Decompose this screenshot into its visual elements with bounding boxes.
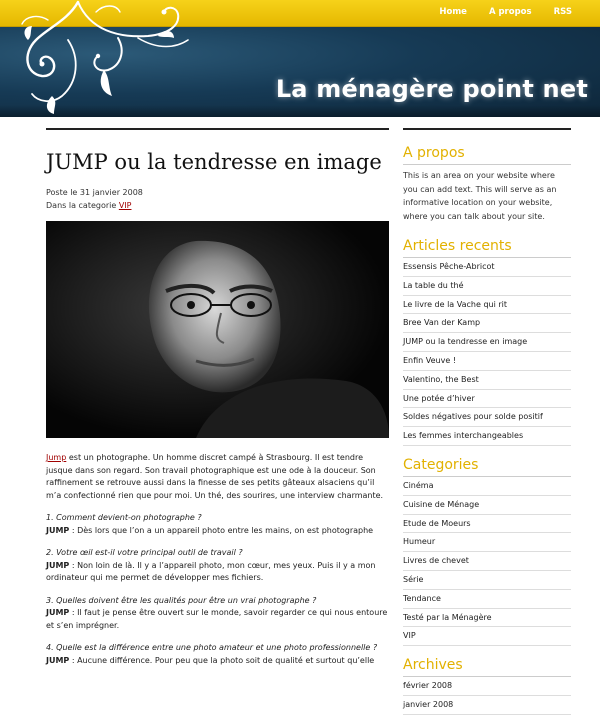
recent-article-link[interactable]: Les femmes interchangeables: [403, 427, 571, 446]
nav-rss-link[interactable]: RSS: [553, 7, 572, 17]
sidebar: [403, 128, 571, 725]
archive-link[interactable]: février 2008: [403, 677, 571, 696]
main-content: [46, 128, 389, 677]
qa-item: [46, 547, 389, 585]
answer: : Il faut je pense être ouvert sur le monde, savoir regarder ce qui nous entoure et s’en imprégner.: [46, 608, 388, 630]
answer: : Dès lors que l’on a un appareil photo entre les mains, on est photographe: [69, 525, 374, 535]
qa-item: [46, 512, 389, 537]
floral-swirl-ornament: [8, 0, 208, 117]
recent-article-link[interactable]: Essensis Pêche-Abricot: [403, 258, 571, 277]
archives-heading: Archives: [403, 656, 571, 677]
recent-article-link[interactable]: Enfin Veuve !: [403, 352, 571, 371]
recent-article-link[interactable]: Bree Van der Kamp: [403, 314, 571, 333]
post-intro: Jump est un photographe. Un homme discret campé à Strasbourg. Il est tendre jusque dans son regard. Son travail photographique est une ode à la douceur. Son raffinement se retrouve aussi dans la finesse de ses petits gâteaux alsaciens qu’il m’a confectionné rien que pour moi. Un thé, des sourires, une interview charmante.: [46, 453, 384, 500]
question: 1. Comment devient-on photographe ?: [46, 513, 202, 522]
about-text: This is an area on your website where you can add text. This will serve as an informative location on your website, where you can talk about your site.: [403, 171, 557, 221]
category-link[interactable]: Humeur: [403, 533, 571, 552]
qa-item: [46, 595, 389, 633]
category-link[interactable]: Série: [403, 571, 571, 590]
answer: : Aucune différence. Pour peu que la photo soit de qualité et surtout qu’elle: [69, 655, 375, 665]
recent-article-link[interactable]: Une potée d’hiver: [403, 390, 571, 409]
recent-articles-list: [403, 258, 571, 446]
post-title[interactable]: JUMP ou la tendresse en image: [46, 150, 382, 174]
post-date: Poste le 31 janvier 2008: [46, 188, 143, 197]
divider: [46, 128, 389, 130]
category-link[interactable]: Livres de chevet: [403, 552, 571, 571]
post-body: [46, 452, 389, 667]
divider: [403, 128, 571, 130]
nav-about-link[interactable]: A propos: [488, 7, 532, 17]
top-nav: [439, 7, 572, 17]
answer-author: JUMP: [46, 560, 70, 570]
question: 2. Votre œil est-il votre principal outil de travail ?: [46, 548, 243, 557]
recent-article-link[interactable]: JUMP ou la tendresse en image: [403, 333, 571, 352]
category-link[interactable]: Testé par la Ménagère: [403, 609, 571, 628]
categories-heading: Categories: [403, 456, 571, 477]
category-link[interactable]: Etude de Moeurs: [403, 515, 571, 534]
question: 4. Quelle est la différence entre une photo amateur et une photo professionnelle ?: [46, 643, 378, 652]
about-heading: A propos: [403, 144, 571, 165]
qa-item: [46, 642, 389, 667]
recent-article-link[interactable]: Valentino, the Best: [403, 371, 571, 390]
archives-list: [403, 677, 571, 715]
recent-article-link[interactable]: La table du thé: [403, 277, 571, 296]
post-photo: [46, 221, 389, 438]
recent-article-link[interactable]: Soldes négatives pour solde positif: [403, 408, 571, 427]
category-link[interactable]: Tendance: [403, 590, 571, 609]
recent-articles-heading: Articles recents: [403, 237, 571, 258]
portrait-image: [46, 221, 389, 438]
answer: : Non loin de là. Il y a l’appareil photo, mon cœur, mes yeux. Puis il y a mon ordinateur qui me permet de développer mes fichiers.: [46, 560, 376, 582]
answer-author: JUMP: [46, 608, 70, 617]
category-link[interactable]: Cinéma: [403, 477, 571, 496]
category-link[interactable]: VIP: [403, 627, 571, 646]
answer-author: JUMP: [46, 655, 70, 665]
question: 3. Quelles doivent être les qualités pour être un vrai photographe ?: [46, 595, 317, 605]
answer-author: JUMP: [46, 525, 70, 535]
categories-list: [403, 477, 571, 646]
archive-link[interactable]: janvier 2008: [403, 696, 571, 715]
post-category-link[interactable]: VIP: [118, 201, 132, 210]
recent-article-link[interactable]: Le livre de la Vache qui rit: [403, 296, 571, 315]
post-meta: [46, 186, 389, 212]
category-link[interactable]: Cuisine de Ménage: [403, 496, 571, 515]
post-category-line: [46, 199, 389, 212]
post-category-prefix: Dans la categorie: [46, 201, 117, 210]
photographer-link[interactable]: Jump: [46, 453, 67, 462]
nav-home-link[interactable]: Home: [439, 7, 467, 17]
site-title[interactable]: La ménagère point net: [275, 75, 588, 103]
